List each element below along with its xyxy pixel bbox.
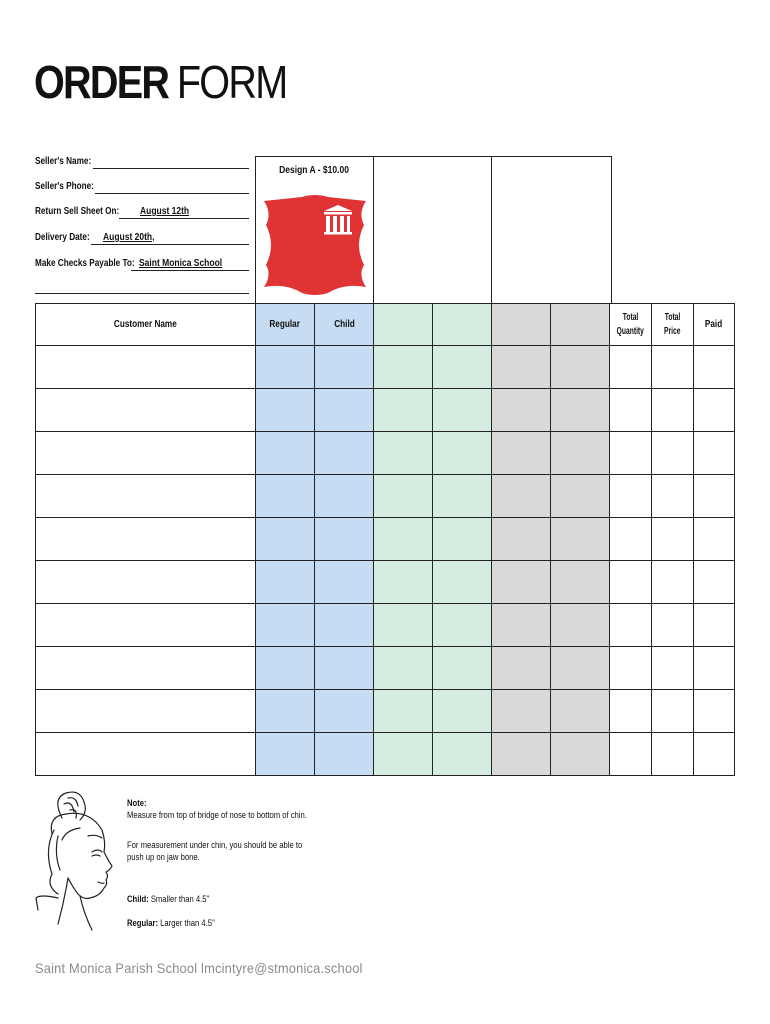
green-cell[interactable] (433, 733, 492, 776)
gray-cell[interactable] (551, 346, 610, 389)
checks-payable-field[interactable] (35, 258, 223, 274)
sellers-name-line[interactable] (93, 168, 249, 169)
table-row (36, 733, 735, 776)
delivery-date-value: August 20th, (103, 232, 155, 243)
paid-cell[interactable] (693, 604, 734, 647)
customer-name-cell[interactable] (36, 475, 256, 518)
table-row (36, 604, 735, 647)
table-row (36, 690, 735, 733)
order-table (35, 303, 735, 776)
paid-cell[interactable] (693, 561, 734, 604)
total-quantity-cell[interactable] (610, 604, 652, 647)
table-row (36, 647, 735, 690)
total-quantity-cell[interactable] (610, 690, 652, 733)
green-cell[interactable] (374, 389, 433, 432)
total-quantity-cell[interactable] (610, 733, 652, 776)
child-qty-cell[interactable] (315, 733, 374, 776)
customer-name-cell[interactable] (36, 346, 256, 389)
note-under-chin-2: push up on jaw bone. (127, 852, 200, 862)
total-quantity-cell[interactable] (610, 346, 652, 389)
gray-cell[interactable] (551, 389, 610, 432)
note-measure: Measure from top of bridge of nose to bottom of chin. (127, 810, 307, 820)
note-child: Child: Smaller than 4.5" (127, 894, 210, 904)
total-quantity-cell[interactable] (610, 389, 652, 432)
sellers-phone-field[interactable] (35, 181, 107, 197)
return-sheet-label: Return Sell Sheet On: (35, 206, 120, 217)
regular-qty-cell[interactable] (256, 647, 315, 690)
customer-name-cell[interactable] (36, 690, 256, 733)
total-quantity-cell[interactable] (610, 518, 652, 561)
note-section (127, 797, 339, 929)
total-quantity-header: Total Quantity (610, 304, 652, 346)
green-cell[interactable] (374, 561, 433, 604)
child-qty-cell[interactable] (315, 432, 374, 475)
total-price-cell[interactable] (651, 733, 693, 776)
gray-cell[interactable] (492, 561, 551, 604)
paid-cell[interactable] (693, 518, 734, 561)
green-cell[interactable] (374, 475, 433, 518)
green-header-1 (374, 304, 433, 346)
total-quantity-cell[interactable] (610, 647, 652, 690)
paid-cell[interactable] (693, 389, 734, 432)
customer-name-cell[interactable] (36, 389, 256, 432)
paid-cell[interactable] (693, 690, 734, 733)
gray-cell[interactable] (551, 733, 610, 776)
checks-payable-label: Make Checks Payable To: (35, 258, 135, 269)
regular-qty-cell[interactable] (256, 432, 315, 475)
child-qty-cell[interactable] (315, 389, 374, 432)
gray-cell[interactable] (492, 346, 551, 389)
page-title (34, 56, 286, 108)
mask-with-church-icon (262, 195, 368, 295)
total-price-cell[interactable] (651, 604, 693, 647)
customer-name-cell[interactable] (36, 518, 256, 561)
delivery-date-field[interactable] (35, 232, 155, 248)
delivery-date-line[interactable] (91, 244, 249, 245)
green-cell[interactable] (374, 733, 433, 776)
green-cell[interactable] (374, 690, 433, 733)
sellers-name-label: Seller's Name: (35, 156, 92, 167)
checks-payable-value: Saint Monica School (139, 258, 223, 269)
regular-qty-cell[interactable] (256, 733, 315, 776)
table-row (36, 389, 735, 432)
paid-header: Paid (693, 304, 734, 346)
green-cell[interactable] (433, 561, 492, 604)
gray-cell[interactable] (492, 432, 551, 475)
design-label: Design A - $10.00 (279, 165, 350, 176)
regular-qty-cell[interactable] (256, 346, 315, 389)
title-bold: ORDER (34, 56, 169, 108)
customer-name-cell[interactable] (36, 647, 256, 690)
paid-cell[interactable] (693, 475, 734, 518)
customer-name-cell[interactable] (36, 733, 256, 776)
child-qty-cell[interactable] (315, 647, 374, 690)
customer-name-header: Customer Name (36, 304, 256, 346)
table-header-row (36, 304, 735, 346)
paid-cell[interactable] (693, 346, 734, 389)
gray-cell[interactable] (551, 647, 610, 690)
green-cell[interactable] (433, 518, 492, 561)
return-sheet-value: August 12th (140, 206, 190, 217)
total-price-cell[interactable] (651, 690, 693, 733)
total-price-cell[interactable] (651, 561, 693, 604)
gray-cell[interactable] (551, 475, 610, 518)
table-row (36, 518, 735, 561)
child-qty-cell[interactable] (315, 690, 374, 733)
total-quantity-cell[interactable] (610, 475, 652, 518)
green-header-2 (433, 304, 492, 346)
paid-cell[interactable] (693, 432, 734, 475)
gray-cell[interactable] (492, 389, 551, 432)
return-sheet-field[interactable] (35, 206, 190, 222)
total-price-cell[interactable] (651, 475, 693, 518)
table-row (36, 475, 735, 518)
gray-cell[interactable] (492, 518, 551, 561)
total-price-cell[interactable] (651, 389, 693, 432)
regular-qty-cell[interactable] (256, 389, 315, 432)
green-cell[interactable] (433, 647, 492, 690)
note-heading: Note: (127, 798, 147, 808)
extra-blank-line[interactable] (35, 293, 249, 294)
green-cell[interactable] (433, 432, 492, 475)
face-measurement-icon (32, 790, 120, 940)
sellers-phone-label: Seller's Phone: (35, 181, 94, 192)
green-cell[interactable] (433, 346, 492, 389)
total-price-cell[interactable] (651, 647, 693, 690)
total-price-header: Total Price (651, 304, 693, 346)
gray-cell[interactable] (492, 733, 551, 776)
regular-header: Regular (256, 304, 315, 346)
total-quantity-cell[interactable] (610, 432, 652, 475)
green-cell[interactable] (433, 475, 492, 518)
customer-name-cell[interactable] (36, 561, 256, 604)
footer-text: Saint Monica Parish School lmcintyre@stmonica.school (35, 960, 363, 976)
gray-cell[interactable] (551, 690, 610, 733)
gray-cell[interactable] (551, 432, 610, 475)
green-cell[interactable] (374, 346, 433, 389)
gray-cell[interactable] (492, 475, 551, 518)
regular-qty-cell[interactable] (256, 604, 315, 647)
checks-payable-line[interactable] (131, 270, 249, 271)
design-box (255, 156, 612, 303)
table-row (36, 561, 735, 604)
table-row (36, 432, 735, 475)
child-header: Child (315, 304, 374, 346)
sellers-phone-line[interactable] (95, 193, 249, 194)
gray-cell[interactable] (551, 561, 610, 604)
gray-header-1 (492, 304, 551, 346)
green-cell[interactable] (374, 432, 433, 475)
child-qty-cell[interactable] (315, 475, 374, 518)
paid-cell[interactable] (693, 647, 734, 690)
customer-name-cell[interactable] (36, 432, 256, 475)
green-cell[interactable] (433, 604, 492, 647)
gray-cell[interactable] (492, 604, 551, 647)
title-light: FORM (176, 56, 287, 108)
table-row (36, 346, 735, 389)
total-quantity-cell[interactable] (610, 561, 652, 604)
customer-name-cell[interactable] (36, 604, 256, 647)
return-sheet-line[interactable] (119, 218, 249, 219)
gray-cell[interactable] (492, 690, 551, 733)
green-cell[interactable] (374, 647, 433, 690)
child-qty-cell[interactable] (315, 604, 374, 647)
regular-qty-cell[interactable] (256, 518, 315, 561)
child-qty-cell[interactable] (315, 346, 374, 389)
gray-header-2 (551, 304, 610, 346)
green-cell[interactable] (433, 389, 492, 432)
regular-qty-cell[interactable] (256, 690, 315, 733)
total-price-cell[interactable] (651, 432, 693, 475)
note-regular: Regular: Larger than 4.5" (127, 918, 215, 928)
gray-cell[interactable] (492, 647, 551, 690)
gray-cell[interactable] (551, 518, 610, 561)
green-cell[interactable] (374, 604, 433, 647)
sellers-name-field[interactable] (35, 156, 104, 172)
green-cell[interactable] (374, 518, 433, 561)
regular-qty-cell[interactable] (256, 561, 315, 604)
total-price-cell[interactable] (651, 346, 693, 389)
gray-cell[interactable] (551, 604, 610, 647)
delivery-date-label: Delivery Date: (35, 232, 90, 243)
paid-cell[interactable] (693, 733, 734, 776)
note-under-chin-1: For measurement under chin, you should be able to (127, 840, 303, 850)
total-price-cell[interactable] (651, 518, 693, 561)
regular-qty-cell[interactable] (256, 475, 315, 518)
child-qty-cell[interactable] (315, 561, 374, 604)
green-cell[interactable] (433, 690, 492, 733)
child-qty-cell[interactable] (315, 518, 374, 561)
